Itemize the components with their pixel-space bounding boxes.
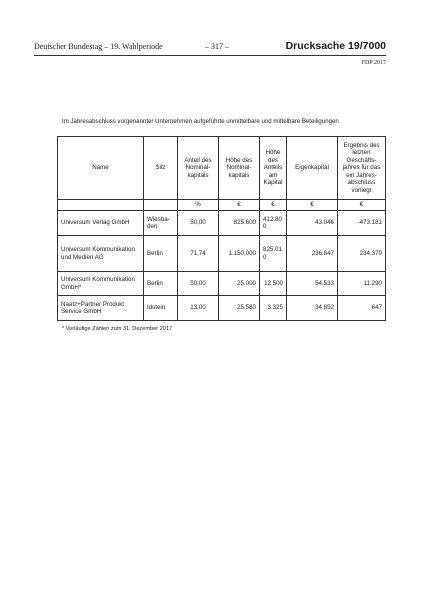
cell-anteil-kapital: 12.500	[260, 272, 287, 296]
table-units-row	[58, 200, 386, 211]
subheader: FDP 2017	[361, 60, 386, 66]
cell-name: Universum Kommunikation GmbH*	[58, 272, 144, 296]
cell-anteil-kapital: 825.010	[260, 236, 287, 272]
cell-ergebnis: -473.181	[338, 211, 386, 236]
page-header	[34, 42, 386, 56]
cell-ergebnis: 647	[338, 296, 386, 321]
cell-nominal: 1.150.000	[219, 236, 260, 272]
table-row	[58, 272, 386, 296]
unit-cell	[58, 200, 144, 211]
cell-nominal: 25.580	[219, 296, 260, 321]
cell-name: Naatz+Partner Produkt Service GmbH	[58, 296, 144, 321]
footnote: * Vorläufige Zahlen zum 31. Dezember 2017	[62, 326, 173, 332]
cell-eigenkapital: 54.533	[287, 272, 338, 296]
cell-sitz: Berlin	[144, 236, 178, 272]
cell-anteil-kapital: 3.325	[260, 296, 287, 321]
unit-cell: €	[287, 200, 338, 211]
header-name: Name	[58, 137, 144, 200]
cell-eigenkapital: 34.852	[287, 296, 338, 321]
holdings-table	[57, 136, 386, 321]
table-row	[58, 236, 386, 272]
cell-ergebnis: 234.370	[338, 236, 386, 272]
cell-nominal: 25.000	[219, 272, 260, 296]
cell-sitz: Berlin	[144, 272, 178, 296]
unit-cell: %	[178, 200, 219, 211]
header-ergebnis: Ergebnis des letzten Geschäfts-jahres für das ein Jahres-abschluss vorliegt	[338, 137, 386, 200]
cell-eigenkapital: 236.847	[287, 236, 338, 272]
cell-nominal: 825.600	[219, 211, 260, 236]
header-sitz: Sitz	[144, 137, 178, 200]
header-anteil: Anteil des Nominal-kapitals	[178, 137, 219, 200]
cell-ergebnis: 11.290	[338, 272, 386, 296]
unit-cell	[144, 200, 178, 211]
table-row	[58, 296, 386, 321]
cell-anteil: 71,74	[178, 236, 219, 272]
header-rule	[34, 55, 386, 56]
table-header-row	[58, 137, 386, 200]
table-caption: Im Jahresabschluss vorgenannter Unternehmen aufgeführte unmittelbare und mittelbare Beteiligungen	[62, 118, 339, 125]
cell-sitz: Idstein	[144, 296, 178, 321]
header-left: Deutscher Bundestag – 19. Wahlperiode	[34, 42, 163, 51]
cell-sitz: Wiesba-den	[144, 211, 178, 236]
cell-name: Universum Verlag GmbH	[58, 211, 144, 236]
cell-anteil: 13,00	[178, 296, 219, 321]
cell-anteil: 50,00	[178, 211, 219, 236]
cell-anteil: 50,00	[178, 272, 219, 296]
cell-eigenkapital: 43.046	[287, 211, 338, 236]
header-eigenkapital: Eigenkapital	[287, 137, 338, 200]
unit-cell: €	[260, 200, 287, 211]
cell-anteil-kapital: 412.800	[260, 211, 287, 236]
unit-cell: €	[338, 200, 386, 211]
document-number: Drucksache 19/7000	[285, 40, 386, 52]
header-nominal: Höhe des Nominal-kapitals	[219, 137, 260, 200]
table-row	[58, 211, 386, 236]
cell-name: Universum Kommunikation und Medien AG	[58, 236, 144, 272]
header-anteil-kapital: Höhe des Anteils am Kapital	[260, 137, 287, 200]
unit-cell: €	[219, 200, 260, 211]
page-number: – 317 –	[205, 42, 229, 51]
